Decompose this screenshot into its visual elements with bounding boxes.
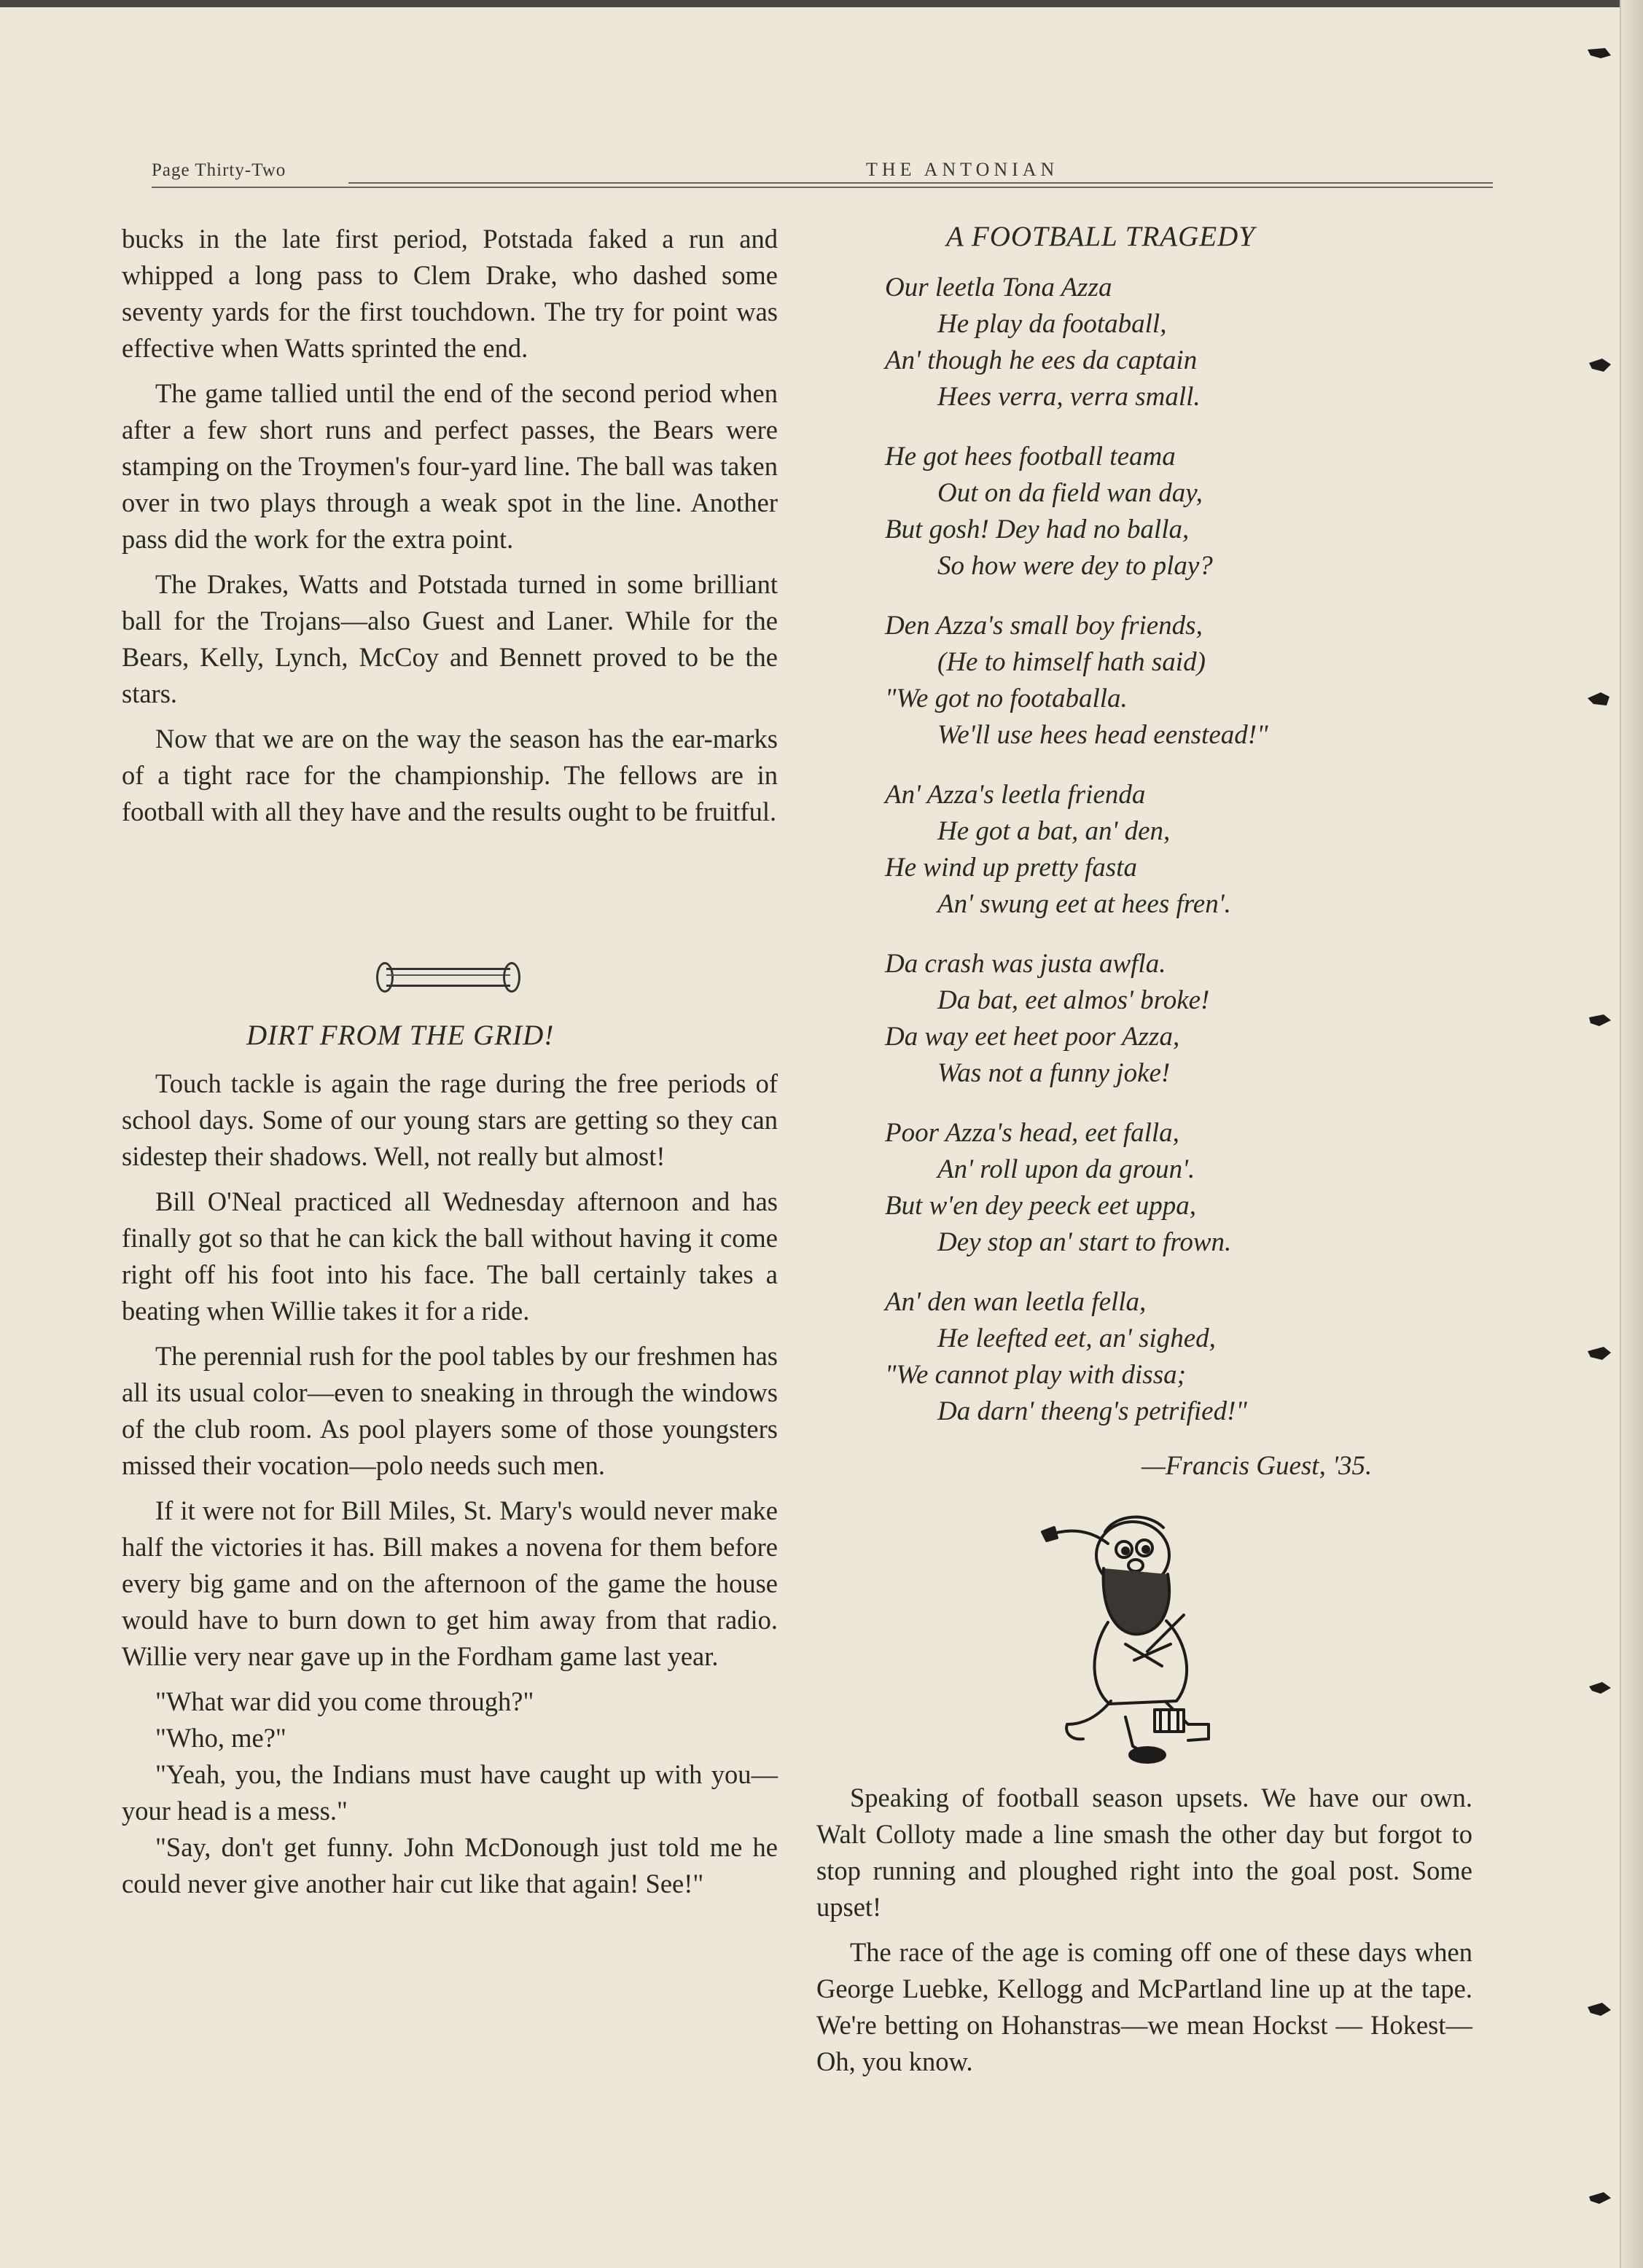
- poem-stanza: [885, 777, 1483, 923]
- binding-mark: [1586, 1345, 1614, 1361]
- article-paragraph: The Drakes, Watts and Potstada turned in some brilliant ball for the Trojans—also Guest and Laner. While for the Bears, Kelly, Lynch, McCoy and Bennett proved to be the stars.: [122, 569, 778, 708]
- poem: [885, 270, 1483, 1453]
- poem-line: Out on da field wan day,: [937, 478, 1203, 508]
- poem-title: A FOOTBALL TRAGEDY: [946, 221, 1255, 252]
- page-number: Page Thirty-Two: [152, 160, 286, 180]
- binding-mark: [1586, 357, 1614, 373]
- section-divider-ornament: [376, 961, 520, 991]
- left-column: [122, 221, 778, 830]
- cartoon-illustration: [1038, 1506, 1228, 1768]
- article-paragraph: bucks in the late first period, Potstada faked a run and whipped a long pass to Clem Drake, who dashed some seventy yards for the first touchdown. The try for point was effective when Watts sprinted the end.: [122, 224, 778, 363]
- poem-line: Da crash was justa awfla.: [885, 949, 1166, 979]
- poem-stanza: [885, 270, 1483, 415]
- poem-line: An' roll upon da groun'.: [937, 1154, 1195, 1184]
- page-right-edge: [1620, 0, 1643, 2268]
- page-header: [152, 159, 1493, 188]
- page-top-edge: [0, 0, 1643, 7]
- dialogue-line: "Who, me?": [155, 1723, 286, 1753]
- dialogue-line: "What war did you come through?": [155, 1686, 534, 1716]
- article-paragraph: If it were not for Bill Miles, St. Mary's would never make half the victories it has. Bill makes a novena for them before every big game and on the afternoon of the game the house would have to burn down to get him away from that radio. Willie very near gave up in the Fordham game last year.: [122, 1495, 778, 1671]
- poem-line: Poor Azza's head, eet falla,: [885, 1118, 1179, 1148]
- poem-line: "We got no footaballa.: [885, 684, 1128, 713]
- poem-line: Da way eet heet poor Azza,: [885, 1022, 1180, 1052]
- dialogue-line: "Say, don't get funny. John McDonough just told me he could never give another hair cut like that again! See!": [122, 1832, 778, 1899]
- binding-mark: [1586, 2189, 1614, 2205]
- publication-title: THE ANTONIAN: [866, 159, 1059, 180]
- right-column: [816, 1780, 1472, 2080]
- binding-mark: [1586, 1679, 1614, 1695]
- poem-line: Our leetla Tona Azza: [885, 273, 1112, 302]
- poem-line: Dey stop an' start to frown.: [937, 1227, 1232, 1257]
- binding-mark: [1586, 1012, 1614, 1028]
- poem-line: An' though he ees da captain: [885, 345, 1198, 375]
- poem-line: He got a bat, an' den,: [937, 816, 1171, 846]
- poem-line: He play da footaball,: [937, 309, 1167, 339]
- poem-line: But w'en dey peeck eet uppa,: [885, 1191, 1197, 1221]
- poem-line: Den Azza's small boy friends,: [885, 611, 1203, 641]
- header-rule: [348, 182, 1493, 184]
- poem-line: We'll use hees head eenstead!": [937, 720, 1268, 750]
- article-paragraph: The perennial rush for the pool tables by our freshmen has all its usual color—even to sneaking in through the windows of the club room. As pool players some of those youngsters missed their vocation—polo needs such men.: [122, 1341, 778, 1480]
- poem-line: He leefted eet, an' sighed,: [937, 1323, 1216, 1353]
- poem-line: Hees verra, verra small.: [937, 382, 1201, 412]
- poem-stanza: [885, 439, 1483, 584]
- poem-line: An' Azza's leetla frienda: [885, 780, 1146, 810]
- article-paragraph: Touch tackle is again the rage during the free periods of school days. Some of our young stars are getting so they can sidestep their shadows. Well, not really but almost!: [122, 1068, 778, 1171]
- article-paragraph: Speaking of football season upsets. We have our own. Walt Colloty made a line smash the other day but forgot to stop running and ploughed right into the goal post. Some upset!: [816, 1783, 1472, 1922]
- dialogue-line: "Yeah, you, the Indians must have caught up with you—your head is a mess.": [122, 1759, 778, 1826]
- poem-line: Was not a funny joke!: [937, 1058, 1171, 1088]
- header-rule: [152, 187, 1493, 188]
- poem-line: (He to himself hath said): [937, 647, 1206, 677]
- poem-stanza: [885, 1284, 1483, 1430]
- left-column-section: [122, 1065, 778, 1902]
- article-paragraph: The game tallied until the end of the second period when after a few short runs and perfect passes, the Bears were stamping on the Troymen's four-yard line. The ball was taken over in two plays through a weak spot in the line. Another pass did the work for the extra point.: [122, 378, 778, 554]
- article-paragraph: Bill O'Neal practiced all Wednesday afternoon and has finally got so that he can kick the ball without having it come right off his foot into his face. The ball certainly takes a beating when Willie takes it for a ride.: [122, 1186, 778, 1326]
- poem-line: He got hees football teama: [885, 442, 1176, 472]
- poem-stanza: [885, 608, 1483, 754]
- poem-byline: —Francis Guest, '35.: [1141, 1451, 1373, 1481]
- poem-stanza: [885, 946, 1483, 1092]
- poem-line: An' swung eet at hees fren'.: [937, 889, 1231, 919]
- poem-line: Da bat, eet almos' broke!: [937, 985, 1210, 1015]
- binding-mark: [1586, 45, 1614, 61]
- poem-stanza: [885, 1115, 1483, 1261]
- binding-mark: [1586, 2001, 1614, 2017]
- poem-line: He wind up pretty fasta: [885, 853, 1137, 883]
- poem-line: Da darn' theeng's petrified!": [937, 1396, 1247, 1426]
- article-paragraph: Now that we are on the way the season has the ear-marks of a tight race for the championship. The fellows are in football with all they have and the results ought to be fruitful.: [122, 724, 778, 826]
- poem-line: "We cannot play with dissa;: [885, 1360, 1186, 1390]
- section-heading: DIRT FROM THE GRID!: [246, 1020, 555, 1051]
- poem-line: An' den wan leetla fella,: [885, 1287, 1147, 1317]
- article-paragraph: The race of the age is coming off one of these days when George Luebke, Kellogg and McPartland line up at the tape. We're betting on Hohanstras—we mean Hockst — Hokest—Oh, you know.: [816, 1937, 1472, 2076]
- binding-mark: [1586, 691, 1614, 707]
- poem-line: So how were dey to play?: [937, 551, 1213, 581]
- poem-line: But gosh! Dey had no balla,: [885, 515, 1190, 544]
